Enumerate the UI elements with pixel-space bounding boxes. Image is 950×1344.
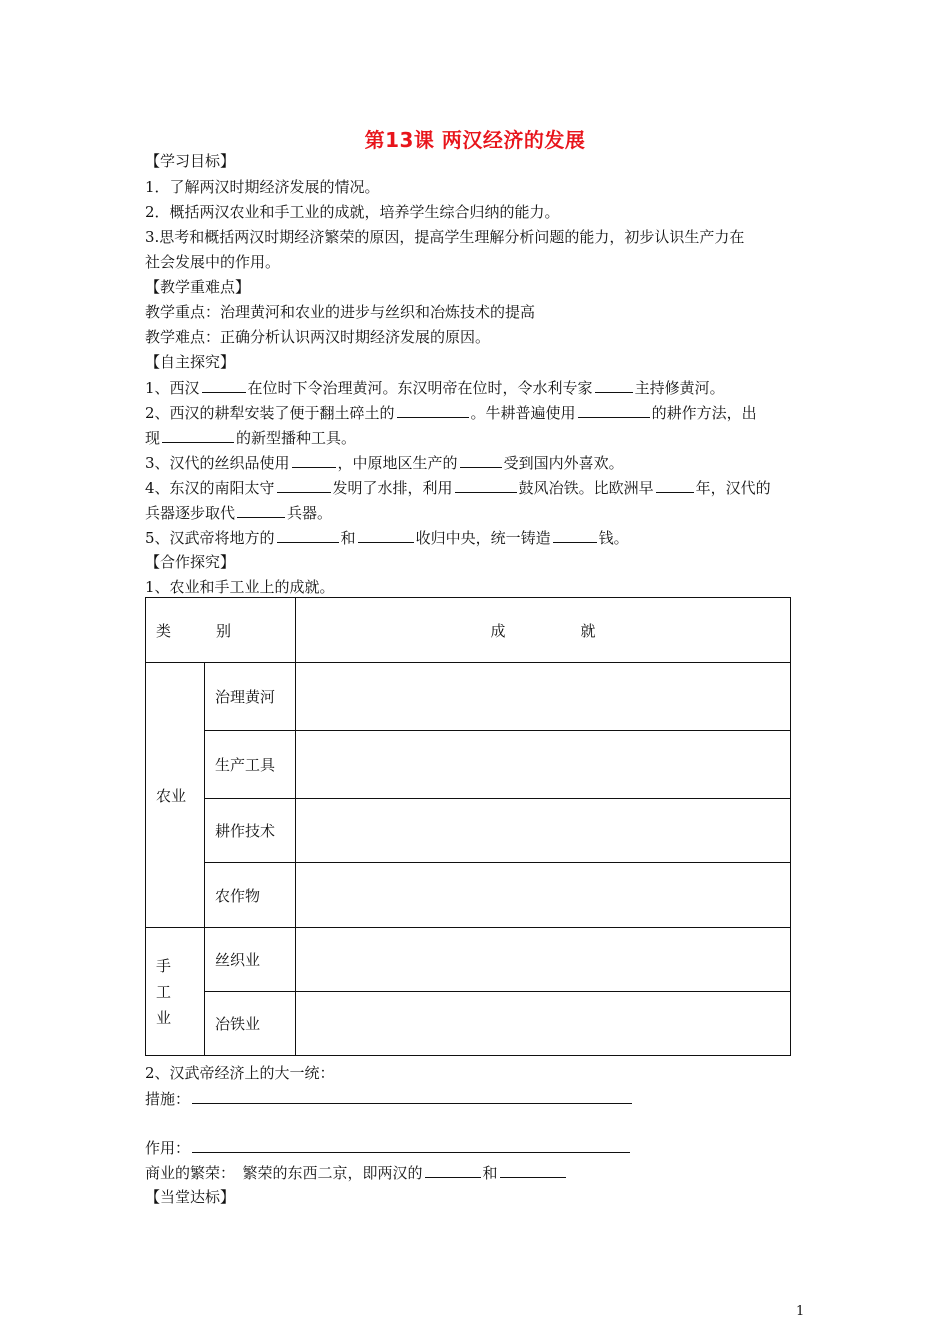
question-4 bbox=[145, 477, 771, 498]
q2-text-a: 2、西汉的耕犁安装了便于翻土碎土的 bbox=[145, 404, 395, 422]
measures-blank[interactable] bbox=[192, 1088, 632, 1104]
q3-text-a: 3、汉代的丝织品使用 bbox=[145, 454, 290, 472]
q2-text-c: 的耕作方法，出 bbox=[651, 404, 757, 422]
lesson-title: 第13课 两汉经济的发展 bbox=[364, 128, 586, 152]
cooperative-question-2: 2、汉武帝经济上的大一统： bbox=[145, 1064, 335, 1082]
answer-cell[interactable] bbox=[296, 992, 791, 1056]
fill-blank[interactable] bbox=[656, 477, 694, 493]
fill-blank[interactable] bbox=[553, 527, 597, 543]
classroom-heading: 【当堂达标】 bbox=[145, 1188, 236, 1206]
commerce-line bbox=[145, 1162, 568, 1183]
q4-text-e: 兵器逐步取代 bbox=[145, 504, 236, 522]
q5-text-b: 和 bbox=[340, 529, 356, 547]
q5-text-c: 收归中央，统一铸造 bbox=[415, 529, 551, 547]
table-row bbox=[146, 863, 791, 928]
fill-blank[interactable] bbox=[397, 402, 469, 418]
header-achievement: 成 就 bbox=[296, 598, 791, 663]
header-category: 类 别 bbox=[146, 598, 296, 663]
self-study-heading: 【自主探究】 bbox=[145, 353, 236, 371]
cooperative-heading: 【合作探究】 bbox=[145, 553, 236, 571]
answer-cell[interactable] bbox=[296, 731, 791, 799]
fill-blank[interactable] bbox=[578, 402, 650, 418]
row-label: 农作物 bbox=[205, 863, 296, 928]
q5-text-d: 钱。 bbox=[598, 529, 629, 547]
row-label: 耕作技术 bbox=[205, 799, 296, 863]
effect-line bbox=[145, 1137, 632, 1158]
commerce-text-a: 商业的繁荣： 繁荣的东西二京，即两汉的 bbox=[145, 1164, 423, 1182]
fill-blank[interactable] bbox=[595, 377, 633, 393]
category-handicraft: 手 工 业 bbox=[146, 928, 205, 1056]
fill-blank[interactable] bbox=[237, 502, 285, 518]
q4-text-a: 4、东汉的南阳太守 bbox=[145, 479, 275, 497]
answer-cell[interactable] bbox=[296, 928, 791, 992]
achievements-table bbox=[145, 597, 791, 1056]
page-number: 1 bbox=[796, 1304, 805, 1319]
objective-2: 2．概括两汉农业和手工业的成就，培养学生综合归纳的能力。 bbox=[145, 203, 560, 221]
fill-blank[interactable] bbox=[455, 477, 517, 493]
question-2-cont bbox=[145, 427, 356, 448]
fill-blank[interactable] bbox=[162, 427, 234, 443]
q2-text-e: 的新型播种工具。 bbox=[236, 429, 357, 447]
fill-blank[interactable] bbox=[277, 527, 339, 543]
fill-blank[interactable] bbox=[425, 1162, 481, 1178]
effect-label: 作用： bbox=[145, 1139, 191, 1157]
category-agriculture: 农业 bbox=[146, 663, 205, 928]
q4-text-b: 发明了水排，利用 bbox=[332, 479, 453, 497]
objectives-heading: 【学习目标】 bbox=[145, 152, 236, 170]
measures-line bbox=[145, 1088, 634, 1109]
fill-blank[interactable] bbox=[292, 452, 336, 468]
commerce-text-b: 和 bbox=[482, 1164, 498, 1182]
q3-text-c: 受到国内外喜欢。 bbox=[503, 454, 624, 472]
question-1 bbox=[145, 377, 725, 398]
q4-text-c: 鼓风冶铁。比欧洲早 bbox=[518, 479, 654, 497]
q2-text-d: 现 bbox=[145, 429, 161, 447]
fill-blank[interactable] bbox=[460, 452, 502, 468]
answer-cell[interactable] bbox=[296, 663, 791, 731]
answer-cell[interactable] bbox=[296, 863, 791, 928]
fill-blank[interactable] bbox=[202, 377, 246, 393]
q1-text-a: 1、西汉 bbox=[145, 379, 200, 397]
q5-text-a: 5、汉武帝将地方的 bbox=[145, 529, 275, 547]
fill-blank[interactable] bbox=[500, 1162, 566, 1178]
table-row bbox=[146, 992, 791, 1056]
question-3 bbox=[145, 452, 624, 473]
question-4-cont bbox=[145, 502, 332, 523]
effect-blank[interactable] bbox=[192, 1137, 630, 1153]
table-row bbox=[146, 799, 791, 863]
q4-text-d: 年，汉代的 bbox=[695, 479, 771, 497]
q4-text-f: 兵器。 bbox=[287, 504, 333, 522]
table-row bbox=[146, 663, 791, 731]
teaching-difficulty: 教学难点：正确分析认识两汉时期经济发展的原因。 bbox=[145, 328, 491, 346]
cooperative-question-1: 1、农业和手工业上的成就。 bbox=[145, 578, 335, 596]
question-2 bbox=[145, 402, 757, 423]
table-row bbox=[146, 731, 791, 799]
q1-text-c: 主持修黄河。 bbox=[634, 379, 725, 397]
row-label: 丝织业 bbox=[205, 928, 296, 992]
q2-text-b: 。牛耕普遍使用 bbox=[470, 404, 576, 422]
teaching-focus: 教学重点：治理黄河和农业的进步与丝织和冶炼技术的提高 bbox=[145, 303, 536, 321]
q3-text-b: ，中原地区生产的 bbox=[337, 454, 458, 472]
fill-blank[interactable] bbox=[277, 477, 331, 493]
answer-cell[interactable] bbox=[296, 799, 791, 863]
table-header-row bbox=[146, 598, 791, 663]
row-label: 治理黄河 bbox=[205, 663, 296, 731]
table-row bbox=[146, 928, 791, 992]
key-points-heading: 【教学重难点】 bbox=[145, 278, 251, 296]
objective-3: 3.思考和概括两汉时期经济繁荣的原因，提高学生理解分析问题的能力，初步认识生产力在 bbox=[145, 228, 745, 246]
objective-3-cont: 社会发展中的作用。 bbox=[145, 253, 281, 271]
fill-blank[interactable] bbox=[358, 527, 414, 543]
row-label: 冶铁业 bbox=[205, 992, 296, 1056]
q1-text-b: 在位时下令治理黄河。东汉明帝在位时，令水利专家 bbox=[247, 379, 593, 397]
question-5 bbox=[145, 527, 629, 548]
objective-1: 1．了解两汉时期经济发展的情况。 bbox=[145, 178, 380, 196]
measures-label: 措施： bbox=[145, 1090, 191, 1108]
row-label: 生产工具 bbox=[205, 731, 296, 799]
